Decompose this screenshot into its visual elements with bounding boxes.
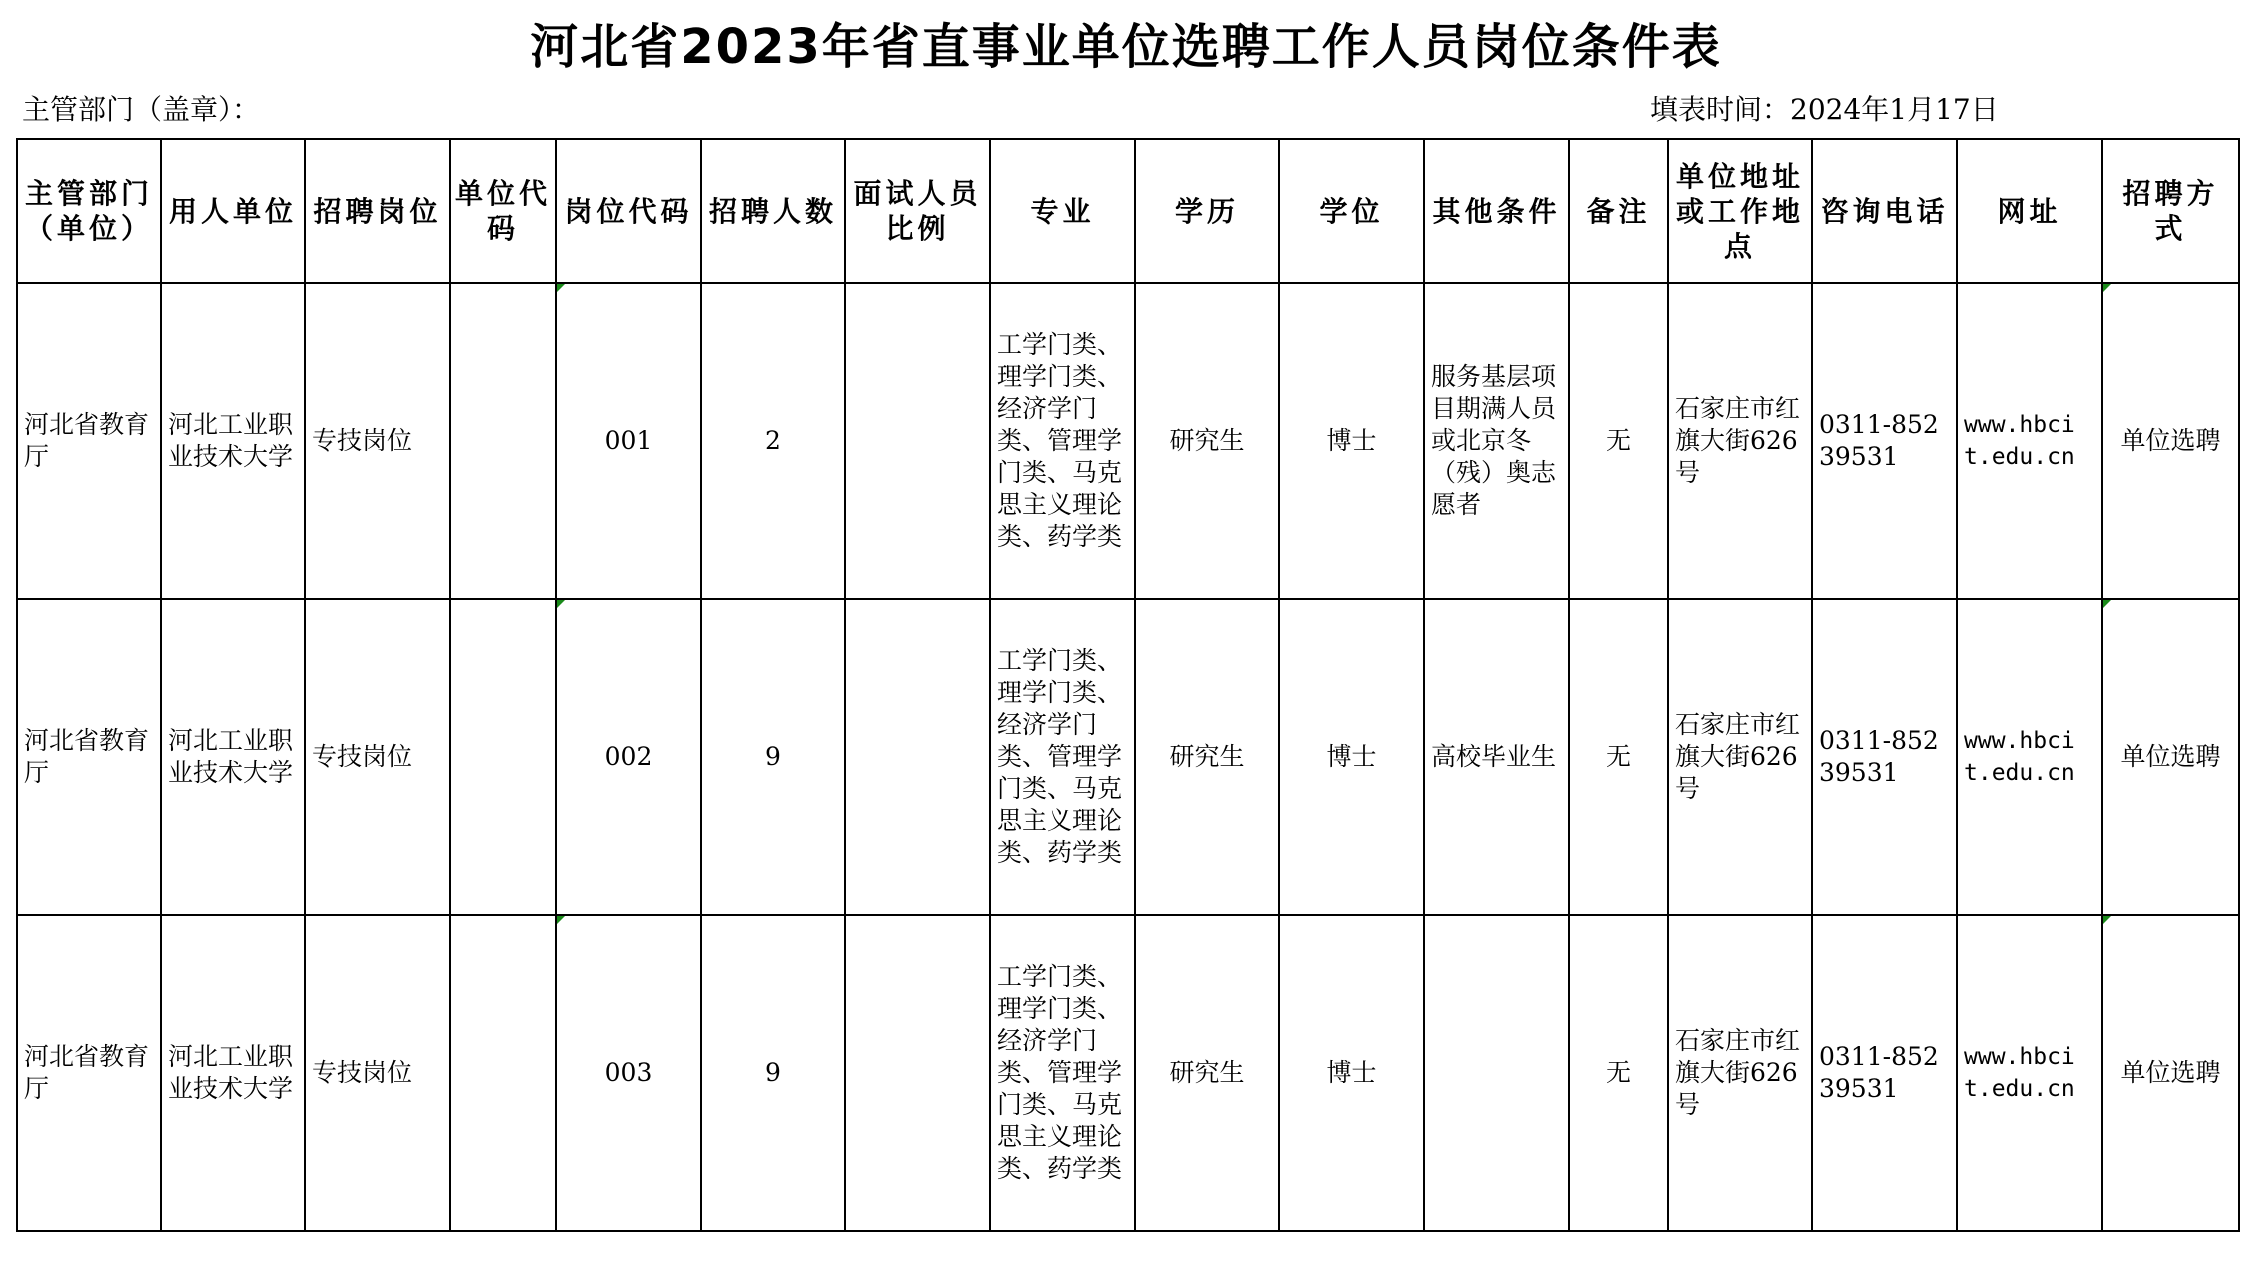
cell-unit-code [450,915,556,1231]
header-cell: 备注 [1569,139,1668,283]
header-cell: 其他条件 [1424,139,1569,283]
header-cell: 岗位代码 [556,139,701,283]
position-conditions-table [16,138,2240,1232]
cell-position-code: 002 [556,599,701,915]
header-cell: 咨询电话 [1812,139,1957,283]
fill-date-label: 填表时间：2024年1月17日 [1650,93,1999,126]
page-title: 河北省2023年省直事业单位选聘工作人员岗位条件表 [530,19,1722,75]
cell-phone: 0311-85239531 [1812,915,1957,1231]
header-cell: 用人单位 [161,139,305,283]
cell-address: 石家庄市红旗大街626号 [1668,283,1812,599]
header-cell: 面试人员比例 [845,139,990,283]
header-cell: 单位代码 [450,139,556,283]
cell-address: 石家庄市红旗大街626号 [1668,599,1812,915]
cell-major: 工学门类、理学门类、经济学门类、管理学门类、马克思主义理论类、药学类 [990,283,1135,599]
cell-phone: 0311-85239531 [1812,599,1957,915]
cell-recruit-method: 单位选聘 [2102,283,2239,599]
cell-headcount: 2 [701,283,845,599]
header-cell: 主管部门（单位） [17,139,161,283]
cell-address: 石家庄市红旗大街626号 [1668,915,1812,1231]
cell-interview-ratio [845,599,990,915]
cell-unit-code [450,599,556,915]
cell-supervising-dept: 河北省教育厅 [17,915,161,1231]
cell-headcount: 9 [701,599,845,915]
cell-unit-code [450,283,556,599]
cell-phone: 0311-85239531 [1812,283,1957,599]
header-cell: 单位地址或工作地点 [1668,139,1812,283]
cell-other-conditions [1424,915,1569,1231]
cell-website: www.hbcit.edu.cn [1957,599,2102,915]
cell-recruit-method: 单位选聘 [2102,915,2239,1231]
cell-degree: 博士 [1279,599,1424,915]
cell-remarks: 无 [1569,599,1668,915]
header-cell: 招聘人数 [701,139,845,283]
cell-position-code: 003 [556,915,701,1231]
header-cell: 学位 [1279,139,1424,283]
header-cell: 学历 [1135,139,1279,283]
cell-employer: 河北工业职业技术大学 [161,599,305,915]
table-row [17,915,2239,1231]
header-cell: 专业 [990,139,1135,283]
cell-supervising-dept: 河北省教育厅 [17,599,161,915]
cell-degree: 博士 [1279,283,1424,599]
header-cell: 招聘岗位 [305,139,450,283]
cell-major: 工学门类、理学门类、经济学门类、管理学门类、马克思主义理论类、药学类 [990,915,1135,1231]
cell-degree: 博士 [1279,915,1424,1231]
cell-remarks: 无 [1569,915,1668,1231]
header-cell: 网址 [1957,139,2102,283]
cell-remarks: 无 [1569,283,1668,599]
table-header-row [17,139,2239,283]
cell-education: 研究生 [1135,283,1279,599]
header-cell: 招聘方式 [2102,139,2239,283]
cell-recruit-method: 单位选聘 [2102,599,2239,915]
cell-website: www.hbcit.edu.cn [1957,283,2102,599]
cell-employer: 河北工业职业技术大学 [161,915,305,1231]
cell-website: www.hbcit.edu.cn [1957,915,2102,1231]
cell-interview-ratio [845,915,990,1231]
cell-interview-ratio [845,283,990,599]
cell-education: 研究生 [1135,599,1279,915]
cell-headcount: 9 [701,915,845,1231]
cell-supervising-dept: 河北省教育厅 [17,283,161,599]
cell-other-conditions: 高校毕业生 [1424,599,1569,915]
table-row [17,283,2239,599]
cell-other-conditions: 服务基层项目期满人员或北京冬（残）奥志愿者 [1424,283,1569,599]
cell-position: 专技岗位 [305,915,450,1231]
table-row [17,599,2239,915]
cell-major: 工学门类、理学门类、经济学门类、管理学门类、马克思主义理论类、药学类 [990,599,1135,915]
cell-position-code: 001 [556,283,701,599]
cell-employer: 河北工业职业技术大学 [161,283,305,599]
cell-position: 专技岗位 [305,283,450,599]
cell-position: 专技岗位 [305,599,450,915]
cell-education: 研究生 [1135,915,1279,1231]
department-seal-label: 主管部门（盖章）： [22,93,261,126]
